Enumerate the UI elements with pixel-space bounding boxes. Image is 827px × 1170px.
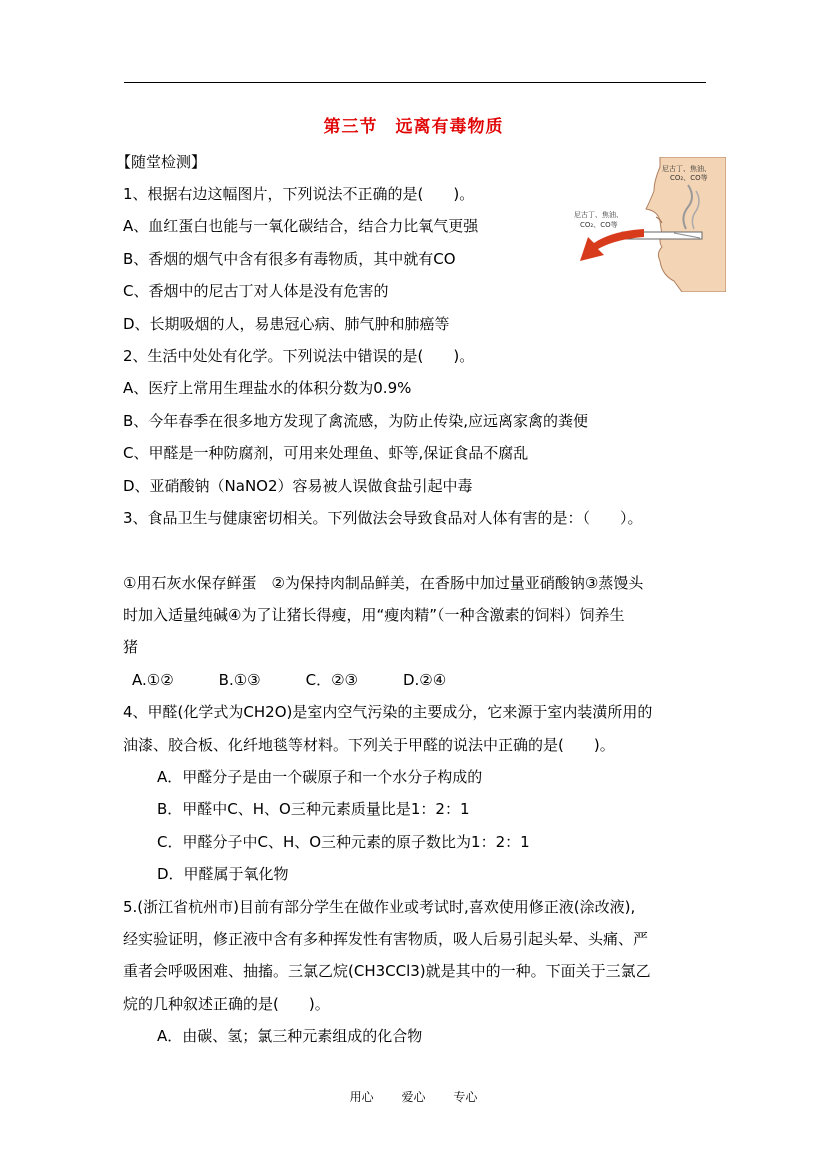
- page-footer: [0, 1088, 827, 1105]
- q3-options: A.①② B.①③ C．②③ D.②④: [132, 671, 447, 689]
- question-1: 1、根据右边这幅图片，下列说法不正确的是( )。: [123, 185, 475, 203]
- q2-option-d: D、亚硝酸钠（NaNO2）容易被人误做食盐引起中毒: [123, 477, 473, 495]
- question-2: 2、生活中处处有化学。下列说法中错误的是( )。: [123, 347, 475, 365]
- q4-option-a: A．甲醛分子是由一个碳原子和一个水分子构成的: [157, 768, 483, 786]
- svg-text:尼古丁、焦油、: 尼古丁、焦油、: [662, 165, 711, 173]
- q3-text-3: 猪: [123, 638, 139, 656]
- svg-text:尼古丁、焦油、: 尼古丁、焦油、: [574, 211, 623, 219]
- q3-text-2: 时加入适量纯碱④为了让猪长得瘦，用“瘦肉精”（一种含激素的饲料）饲养生: [123, 606, 625, 624]
- q2-option-c: C、甲醛是一种防腐剂，可用来处理鱼、虾等,保证食品不腐乱: [123, 444, 529, 462]
- q1-option-c: C、香烟中的尼古丁对人体是没有危害的: [123, 282, 389, 300]
- q1-option-a: A、血红蛋白也能与一氧化碳结合，结合力比氧气更强: [123, 217, 479, 235]
- header-rule: [124, 82, 706, 83]
- page-title: 第三节 远离有毒物质: [323, 117, 504, 137]
- q1-option-b: B、香烟的烟气中含有很多有毒物质，其中就有CO: [123, 250, 456, 268]
- footer-text-1: 用心: [349, 1090, 374, 1104]
- smoking-illustration: [562, 157, 726, 292]
- q5-option-a: A．由碳、氢；氯三种元素组成的化合物: [157, 1027, 423, 1045]
- question-4: 4、甲醛(化学式为CH2O)是室内空气污染的主要成分，它来源于室内装潢所用的: [123, 703, 653, 721]
- q2-option-a: A、医疗上常用生理盐水的体积分数为0.9%: [123, 379, 412, 397]
- q5-text-4: 烷的几种叙述正确的是( )。: [123, 995, 330, 1013]
- footer-text-3: 专心: [453, 1090, 478, 1104]
- q5-text-2: 经实验证明，修正液中含有多种挥发性有害物质，吸人后易引起头晕、头痛、严: [123, 930, 649, 948]
- svg-text:CO₂、CO等: CO₂、CO等: [580, 221, 618, 229]
- inhale-arrow-icon: [580, 229, 644, 261]
- q2-option-b: B、今年春季在很多地方发现了禽流感，为防止传染,应远离家禽的粪便: [123, 412, 589, 430]
- q3-text-1: ①用石灰水保存鲜蛋 ②为保持肉制品鲜美，在香肠中加过量亚硝酸钠③蒸馒头: [123, 574, 644, 592]
- question-3: 3、食品卫生与健康密切相关。下列做法会导致食品对人体有害的是：（ ）。: [123, 509, 643, 527]
- footer-text-2: 爱心: [401, 1090, 426, 1104]
- q1-option-d: D、长期吸烟的人，易患冠心病、肺气肿和肺癌等: [123, 315, 450, 333]
- section-label: 【随堂检测】: [116, 153, 207, 171]
- q4-option-c: C．甲醛分子中C、H、O三种元素的原子数比为1：2：1: [157, 833, 530, 851]
- q5-text-3: 重者会呼吸困难、抽搐。三氯乙烷(CH3CCl3)就是其中的一种。下面关于三氯乙: [123, 962, 651, 980]
- q4-option-b: B．甲醛中C、H、O三种元素质量比是1：2：1: [157, 800, 470, 818]
- q4-text-2: 油漆、胶合板、化纤地毯等材料。下列关于甲醛的说法中正确的是( )。: [123, 736, 615, 754]
- question-5: 5.(浙江省杭州市)目前有部分学生在做作业或考试时,喜欢使用修正液(涂改液),: [123, 898, 636, 916]
- svg-text:CO₂、CO等: CO₂、CO等: [670, 174, 708, 182]
- q4-option-d: D．甲醛属于氧化物: [157, 865, 289, 883]
